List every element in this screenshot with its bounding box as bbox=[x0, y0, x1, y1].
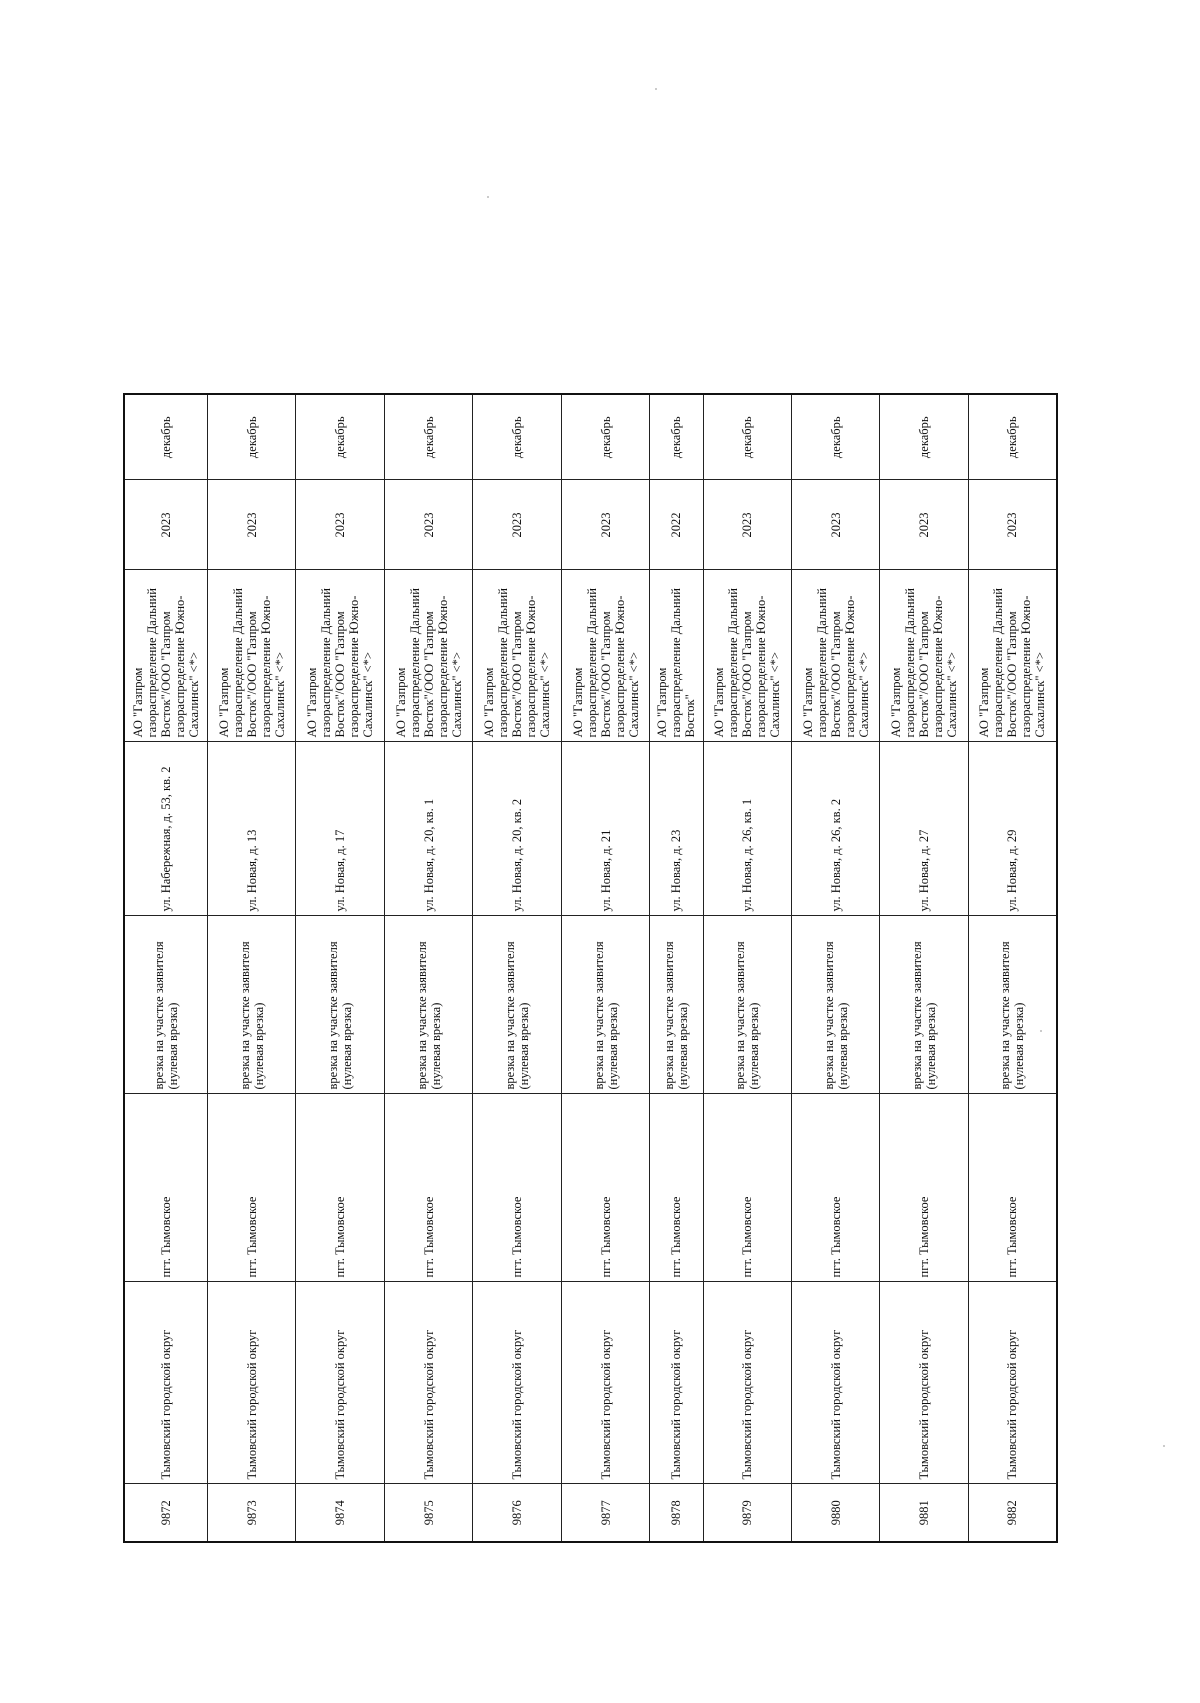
table-row bbox=[968, 394, 1057, 1542]
row-number: 9879 bbox=[703, 1484, 791, 1542]
row-number: 9873 bbox=[208, 1484, 296, 1542]
district-cell: Тымовский городской округ bbox=[561, 1282, 649, 1484]
table-row bbox=[650, 394, 703, 1542]
row-number: 9882 bbox=[968, 1484, 1057, 1542]
organization-cell: АО "Газпром газораспределение Дальний Восток"/ООО "Газпром газораспределение Южно-Сахалинск" <*> bbox=[384, 570, 472, 742]
table-row bbox=[124, 394, 208, 1542]
connection-type-cell: врезка на участке заявителя (нулевая врезка) bbox=[880, 916, 968, 1094]
year-cell: 2022 bbox=[650, 480, 703, 570]
connection-type-cell: врезка на участке заявителя (нулевая врезка) bbox=[384, 916, 472, 1094]
settlement-cell: пгт. Тымовское bbox=[296, 1094, 384, 1282]
row-number: 9877 bbox=[561, 1484, 649, 1542]
rotated-table-wrapper bbox=[123, 395, 1058, 1543]
settlement-cell: пгт. Тымовское bbox=[208, 1094, 296, 1282]
row-number: 9874 bbox=[296, 1484, 384, 1542]
address-cell: ул. Новая, д. 13 bbox=[208, 742, 296, 916]
district-cell: Тымовский городской округ bbox=[296, 1282, 384, 1484]
table-row bbox=[703, 394, 791, 1542]
scan-speck bbox=[1163, 1445, 1165, 1447]
month-cell: декабрь bbox=[296, 394, 384, 480]
table-row bbox=[473, 394, 561, 1542]
address-cell: ул. Новая, д. 27 bbox=[880, 742, 968, 916]
month-cell: декабрь bbox=[650, 394, 703, 480]
month-cell: декабрь bbox=[124, 394, 208, 480]
district-cell: Тымовский городской округ bbox=[208, 1282, 296, 1484]
connection-type-cell: врезка на участке заявителя (нулевая врезка) bbox=[703, 916, 791, 1094]
table-body bbox=[124, 394, 1057, 1542]
connection-type-cell: врезка на участке заявителя (нулевая врезка) bbox=[561, 916, 649, 1094]
gasification-table bbox=[123, 393, 1058, 1543]
settlement-cell: пгт. Тымовское bbox=[880, 1094, 968, 1282]
row-number: 9881 bbox=[880, 1484, 968, 1542]
settlement-cell: пгт. Тымовское bbox=[791, 1094, 879, 1282]
district-cell: Тымовский городской округ bbox=[124, 1282, 208, 1484]
row-number: 9880 bbox=[791, 1484, 879, 1542]
table-row bbox=[296, 394, 384, 1542]
address-cell: ул. Новая, д. 29 bbox=[968, 742, 1057, 916]
address-cell: ул. Новая, д. 17 bbox=[296, 742, 384, 916]
district-cell: Тымовский городской округ bbox=[473, 1282, 561, 1484]
address-cell: ул. Новая, д. 23 bbox=[650, 742, 703, 916]
scan-speck bbox=[655, 88, 657, 90]
table-row bbox=[561, 394, 649, 1542]
settlement-cell: пгт. Тымовское bbox=[124, 1094, 208, 1282]
row-number: 9872 bbox=[124, 1484, 208, 1542]
organization-cell: АО "Газпром газораспределение Дальний Восток"/ООО "Газпром газораспределение Южно-Сахалинск" <*> bbox=[473, 570, 561, 742]
organization-cell: АО "Газпром газораспределение Дальний Восток"/ООО "Газпром газораспределение Южно-Сахалинск" <*> bbox=[968, 570, 1057, 742]
settlement-cell: пгт. Тымовское bbox=[384, 1094, 472, 1282]
district-cell: Тымовский городской округ bbox=[880, 1282, 968, 1484]
year-cell: 2023 bbox=[208, 480, 296, 570]
organization-cell: АО "Газпром газораспределение Дальний Восток"/ООО "Газпром газораспределение Южно-Сахалинск" <*> bbox=[791, 570, 879, 742]
month-cell: декабрь bbox=[208, 394, 296, 480]
year-cell: 2023 bbox=[703, 480, 791, 570]
month-cell: декабрь bbox=[968, 394, 1057, 480]
settlement-cell: пгт. Тымовское bbox=[703, 1094, 791, 1282]
month-cell: декабрь bbox=[384, 394, 472, 480]
year-cell: 2023 bbox=[473, 480, 561, 570]
address-cell: ул. Набережная, д. 53, кв. 2 bbox=[124, 742, 208, 916]
settlement-cell: пгт. Тымовское bbox=[968, 1094, 1057, 1282]
row-number: 9878 bbox=[650, 1484, 703, 1542]
year-cell: 2023 bbox=[880, 480, 968, 570]
year-cell: 2023 bbox=[791, 480, 879, 570]
row-number: 9875 bbox=[384, 1484, 472, 1542]
address-cell: ул. Новая, д. 20, кв. 1 bbox=[384, 742, 472, 916]
year-cell: 2023 bbox=[561, 480, 649, 570]
settlement-cell: пгт. Тымовское bbox=[473, 1094, 561, 1282]
settlement-cell: пгт. Тымовское bbox=[650, 1094, 703, 1282]
table-row bbox=[791, 394, 879, 1542]
district-cell: Тымовский городской округ bbox=[650, 1282, 703, 1484]
district-cell: Тымовский городской округ bbox=[968, 1282, 1057, 1484]
settlement-cell: пгт. Тымовское bbox=[561, 1094, 649, 1282]
connection-type-cell: врезка на участке заявителя (нулевая врезка) bbox=[791, 916, 879, 1094]
organization-cell: АО "Газпром газораспределение Дальний Восток"/ООО "Газпром газораспределение Южно-Сахалинск" <*> bbox=[208, 570, 296, 742]
organization-cell: АО "Газпром газораспределение Дальний Восток" bbox=[650, 570, 703, 742]
year-cell: 2023 bbox=[296, 480, 384, 570]
month-cell: декабрь bbox=[880, 394, 968, 480]
month-cell: декабрь bbox=[703, 394, 791, 480]
address-cell: ул. Новая, д. 20, кв. 2 bbox=[473, 742, 561, 916]
row-number: 9876 bbox=[473, 1484, 561, 1542]
district-cell: Тымовский городской округ bbox=[384, 1282, 472, 1484]
table-row bbox=[208, 394, 296, 1542]
address-cell: ул. Новая, д. 26, кв. 2 bbox=[791, 742, 879, 916]
organization-cell: АО "Газпром газораспределение Дальний Восток"/ООО "Газпром газораспределение Южно-Сахалинск" <*> bbox=[296, 570, 384, 742]
organization-cell: АО "Газпром газораспределение Дальний Восток"/ООО "Газпром газораспределение Южно-Сахалинск" <*> bbox=[880, 570, 968, 742]
district-cell: Тымовский городской округ bbox=[791, 1282, 879, 1484]
organization-cell: АО "Газпром газораспределение Дальний Восток"/ООО "Газпром газораспределение Южно-Сахалинск" <*> bbox=[561, 570, 649, 742]
scan-speck bbox=[487, 196, 489, 198]
year-cell: 2023 bbox=[384, 480, 472, 570]
table-row bbox=[880, 394, 968, 1542]
district-cell: Тымовский городской округ bbox=[703, 1282, 791, 1484]
month-cell: декабрь bbox=[473, 394, 561, 480]
month-cell: декабрь bbox=[561, 394, 649, 480]
table-row bbox=[384, 394, 472, 1542]
address-cell: ул. Новая, д. 21 bbox=[561, 742, 649, 916]
connection-type-cell: врезка на участке заявителя (нулевая врезка) bbox=[968, 916, 1057, 1094]
connection-type-cell: врезка на участке заявителя (нулевая врезка) bbox=[473, 916, 561, 1094]
connection-type-cell: врезка на участке заявителя (нулевая врезка) bbox=[296, 916, 384, 1094]
connection-type-cell: врезка на участке заявителя (нулевая врезка) bbox=[208, 916, 296, 1094]
address-cell: ул. Новая, д. 26, кв. 1 bbox=[703, 742, 791, 916]
connection-type-cell: врезка на участке заявителя (нулевая врезка) bbox=[650, 916, 703, 1094]
connection-type-cell: врезка на участке заявителя (нулевая врезка) bbox=[124, 916, 208, 1094]
year-cell: 2023 bbox=[968, 480, 1057, 570]
year-cell: 2023 bbox=[124, 480, 208, 570]
organization-cell: АО "Газпром газораспределение Дальний Восток"/ООО "Газпром газораспределение Южно-Сахалинск" <*> bbox=[124, 570, 208, 742]
month-cell: декабрь bbox=[791, 394, 879, 480]
organization-cell: АО "Газпром газораспределение Дальний Восток"/ООО "Газпром газораспределение Южно-Сахалинск" <*> bbox=[703, 570, 791, 742]
